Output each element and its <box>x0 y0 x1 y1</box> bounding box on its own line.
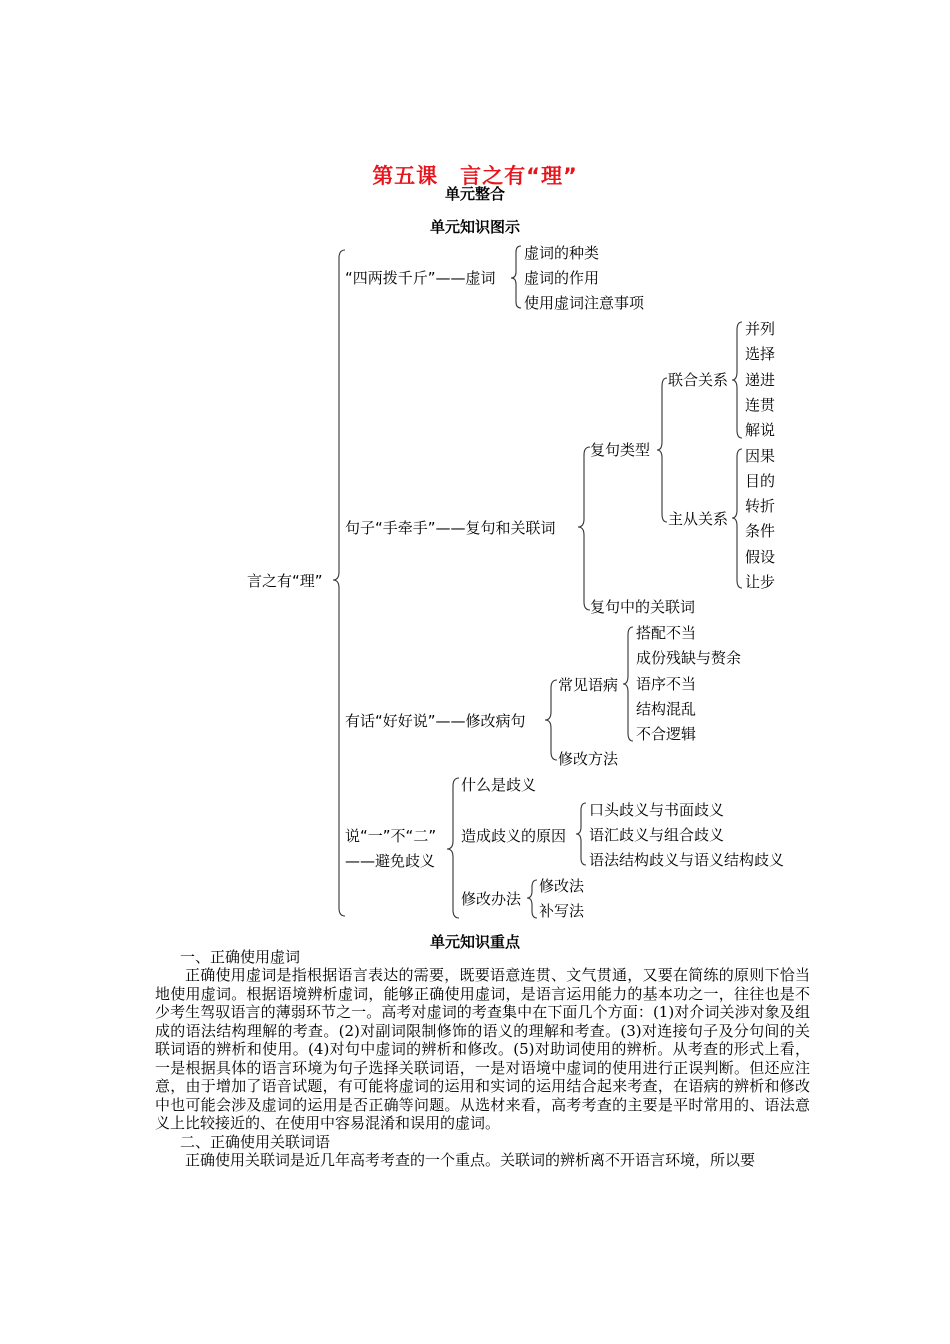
list-item: 结构混乱 <box>636 700 697 718</box>
list-item: 成份残缺与赘余 <box>636 649 742 667</box>
list-item: 搭配不当 <box>636 624 697 642</box>
tree-root: 言之有“理” <box>247 572 323 590</box>
list-item: 补写法 <box>539 902 585 920</box>
list-item: 使用虚词注意事项 <box>524 294 645 312</box>
branch-correcting-sentences: 有话“好好说”——修改病句 <box>345 712 526 730</box>
branch-avoid-ambiguity-line2: ——避免歧义 <box>345 852 436 870</box>
section1-paragraph: 正确使用虚词是指根据语言表达的需要，既要语意连贯、文气贯通，又要在简练的原则下恰当地使用虚词。根据语境辨析虚词，能够正确使用虚词，是语言运用能力的基本功之一，往往也是不少考生驾驭语言的薄弱环节之一。高考对虚词的考查集中在下面几个方面：(1)对介词关涉对象及组成的语法结构理解的考查。(2)对副词限制修饰的语义的理解和考查。(3)对连接句子及分句间的关联词语的辨析和使用。(4)对句中虚词的辨析和修改。(5)对助词使用的辨析。从考查的形式上看，一是根据具体的语言环境为句子选择关联词语，一是对语境中虚词的使用进行正误判断。但还应注意，由于增加了语音试题，有可能将虚词的运用和实词的运用结合起来考查，在语病的辨析和修改中也可能会涉及虚词的运用是否正确等问题。从选材来看，高考考查的主要是平时常用的、语法意义上比较接近的、在使用中容易混淆和误用的虚词。 <box>155 966 810 1132</box>
list-item: 语汇歧义与组合歧义 <box>589 826 725 844</box>
list-item: 连贯 <box>745 396 776 414</box>
complex-sentence-types: 复句类型 <box>590 441 651 459</box>
correction-methods: 修改方法 <box>558 750 619 768</box>
list-item: 虚词的作用 <box>524 269 600 287</box>
unit-subtitle: 单元整合 <box>444 185 505 203</box>
section2-paragraph: 正确使用关联词是近几年高考考查的一个重点。关联词的辨析离不开语言环境，所以要 <box>185 1151 756 1169</box>
list-item: 目的 <box>745 472 776 490</box>
list-item: 选择 <box>745 345 776 363</box>
list-item: 不合逻辑 <box>636 725 697 743</box>
ambiguity-fix-methods: 修改办法 <box>461 890 522 908</box>
coordinate-relation: 联合关系 <box>668 371 729 389</box>
branch-complex-sentences: 句子“手牵手”——复句和关联词 <box>345 519 556 537</box>
ambiguity-causes: 造成歧义的原因 <box>461 827 567 845</box>
list-item: 因果 <box>745 447 776 465</box>
list-item: 虚词的种类 <box>524 244 600 262</box>
list-item: 并列 <box>745 320 776 338</box>
connectives-in-complex-sentences: 复句中的关联词 <box>590 598 696 616</box>
page-title: 第五课 言之有“理” <box>372 164 578 188</box>
list-item: 假设 <box>745 548 776 566</box>
key-points-heading: 单元知识重点 <box>429 933 520 951</box>
section1-heading: 一、正确使用虚词 <box>180 948 301 966</box>
list-item: 口头歧义与书面歧义 <box>589 801 725 819</box>
branch-avoid-ambiguity-line1: 说“一”不“二” <box>345 827 437 845</box>
list-item: 条件 <box>745 522 776 540</box>
branch-function-words: “四两拨千斤”——虚词 <box>345 269 496 287</box>
list-item: 递进 <box>745 371 776 389</box>
list-item: 语法结构歧义与语义结构歧义 <box>589 851 785 869</box>
list-item: 让步 <box>745 573 776 591</box>
section2-heading: 二、正确使用关联词语 <box>180 1133 331 1151</box>
diagram-heading: 单元知识图示 <box>429 218 520 236</box>
common-errors: 常见语病 <box>558 676 619 694</box>
list-item: 语序不当 <box>636 675 697 693</box>
list-item: 转折 <box>745 497 776 515</box>
list-item: 解说 <box>745 421 776 439</box>
subordinate-relation: 主从关系 <box>668 510 729 528</box>
what-is-ambiguity: 什么是歧义 <box>461 776 537 794</box>
list-item: 修改法 <box>539 877 585 895</box>
